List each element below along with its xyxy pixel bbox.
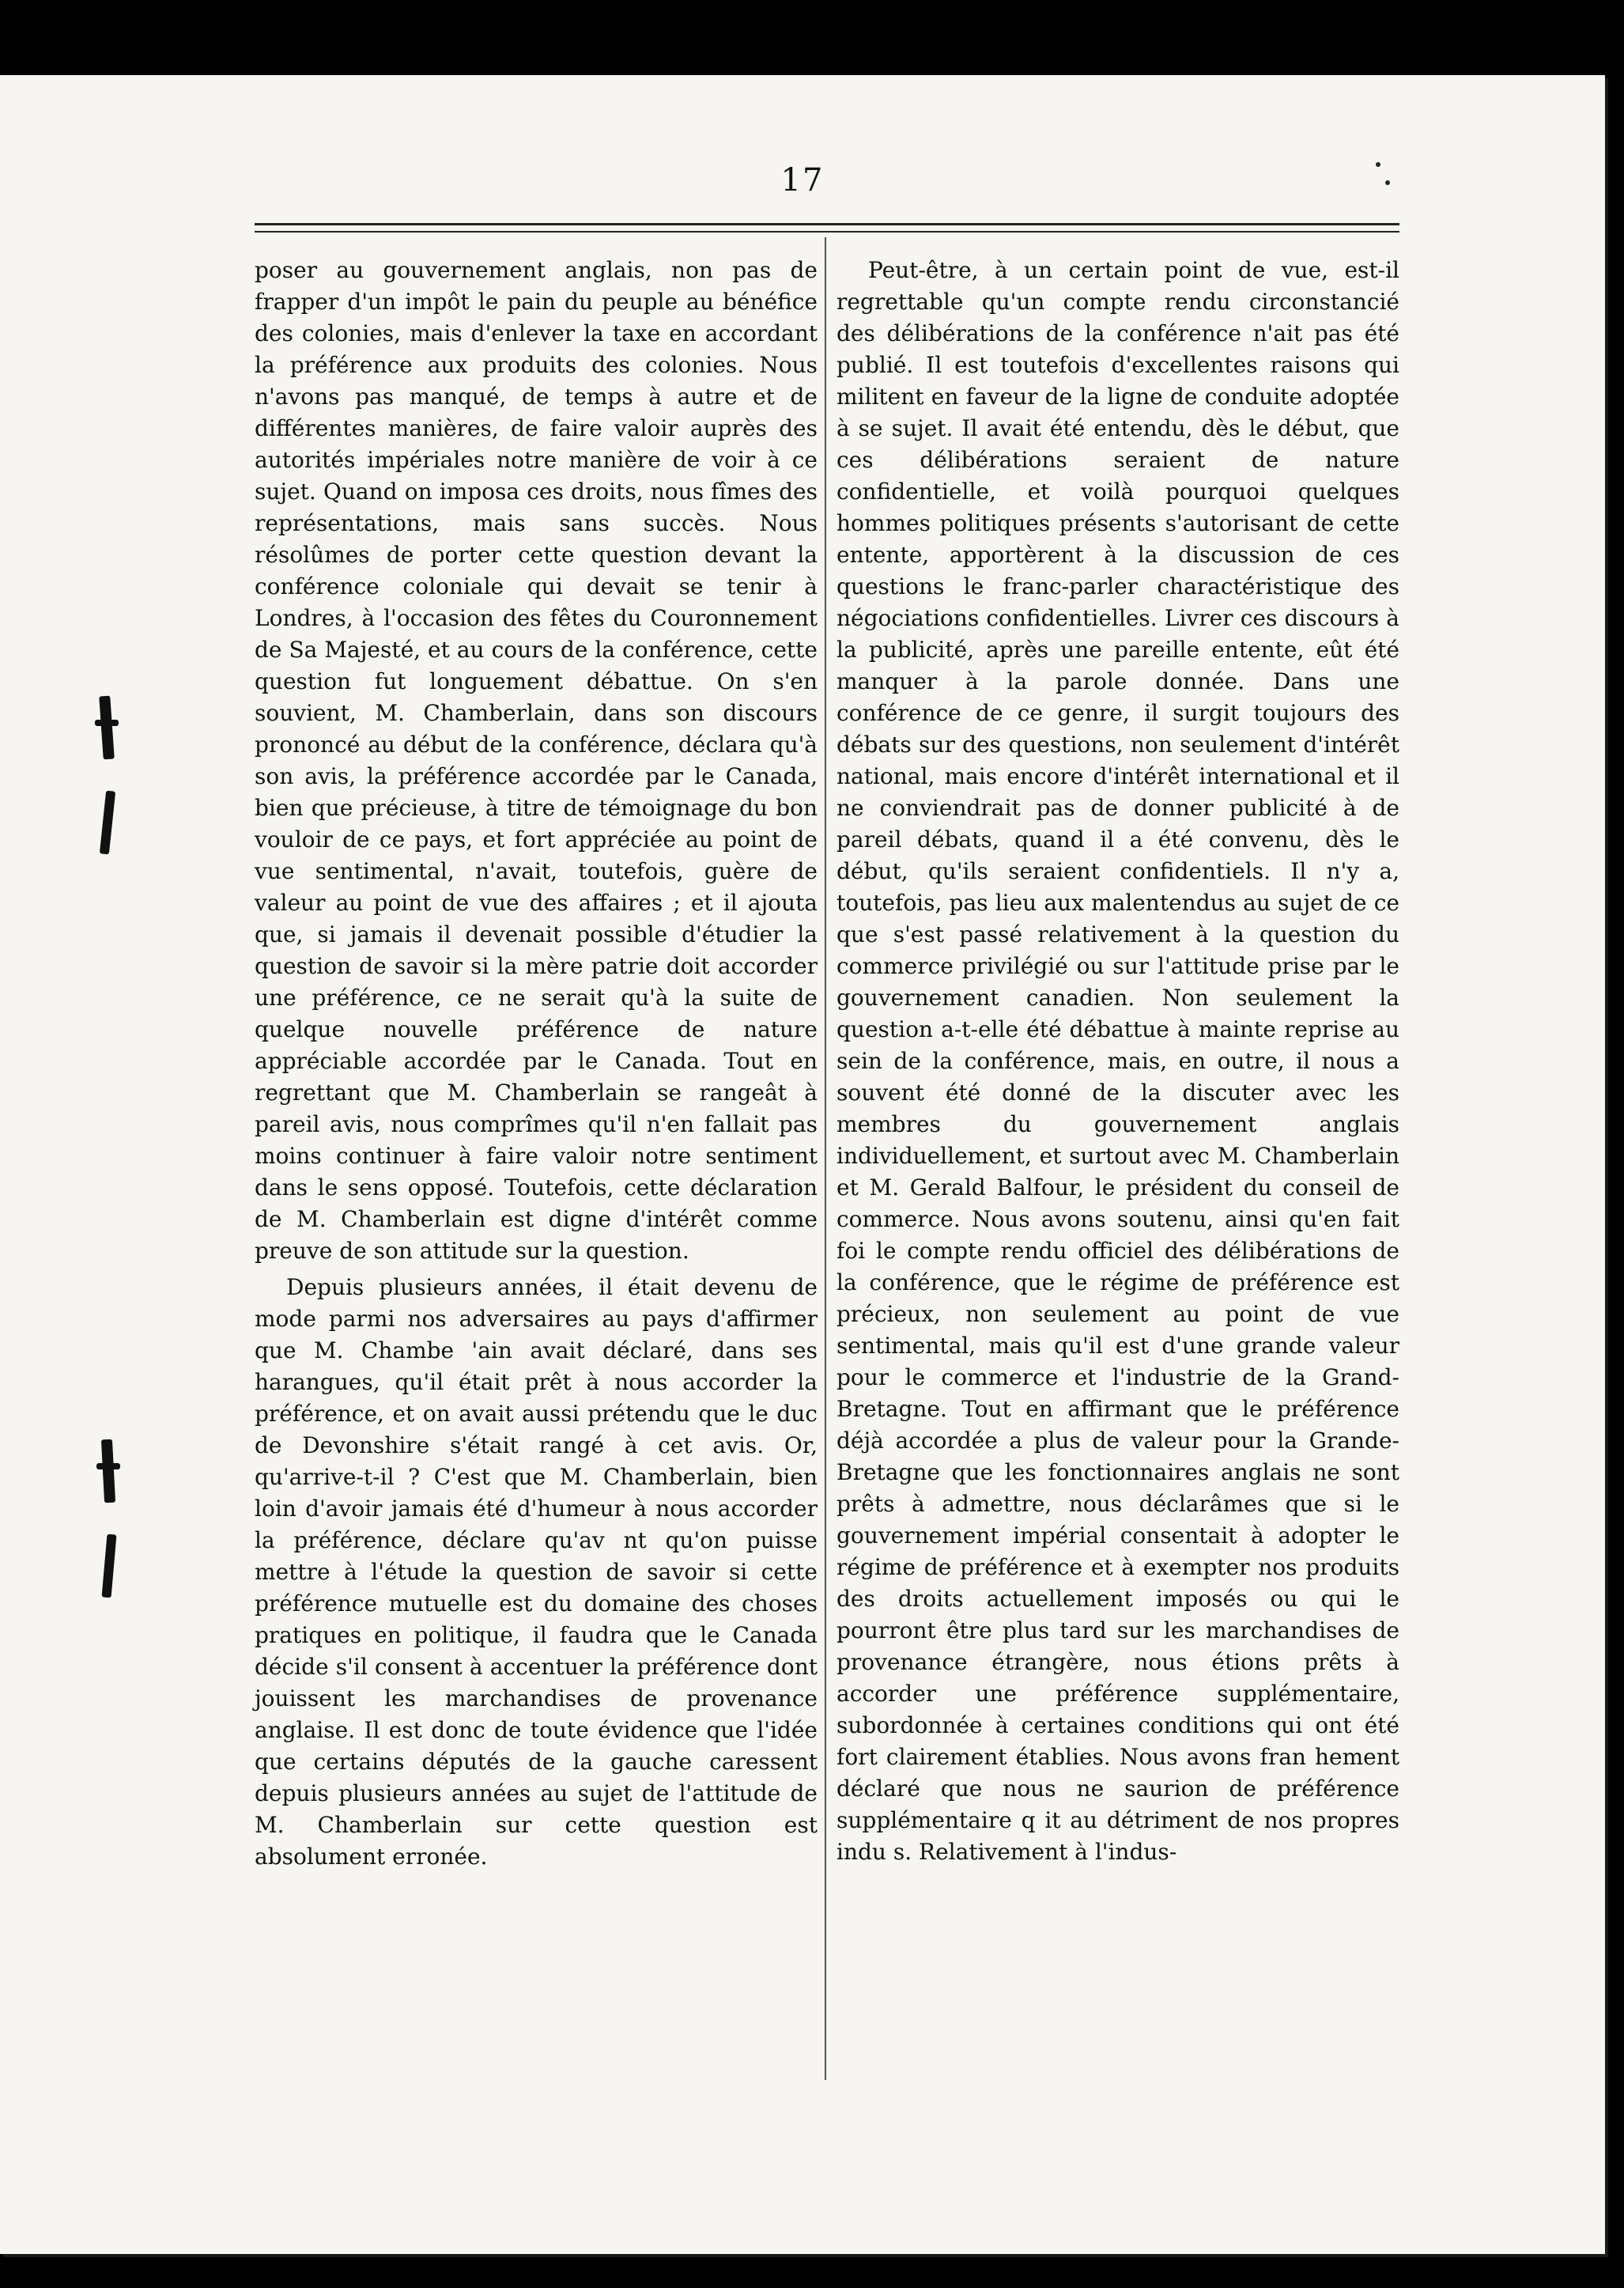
right-column [837, 255, 1399, 1873]
margin-mark-lower-a-bar [96, 1463, 120, 1469]
left-column [255, 255, 818, 1878]
page-number: 17 [780, 162, 825, 199]
right-paragraph-1: Peut-être, à un certain point de vue, est-il regrettable qu'un compte rendu circonstancié des délibérations de la conférence n'ait pas été publié. Il est toutefois d'excellentes raisons qui militent en faveur de la ligne de conduite adoptée à se sujet. Il avait été entendu, dès le début, que ces délibérations seraient de nature confidentielle, et voilà pourquoi quelques hommes politiques présents s'autorisant de cette entente, apportèrent à la discussion de ces questions le franc-parler charactéristique des négociations confidentielles. Livrer ces discours à la publicité, après une pareille entente, eût été manquer à la parole donnée. Dans une conférence de ce genre, il surgit toujours des débats sur des questions, non seulement d'intérêt national, mais encore d'intérêt international et il ne conviendrait pas de donner publicité à de pareil débats, quand il a été convenu, dès le début, qu'ils seraient confidentiels. Il n'y a, toutefois, pas lieu aux malentendus au sujet de ce que s'est passé relativement à la question du commerce privilégié ou sur l'attitude prise par le gouvernement canadien. Non seulement la question a-t-elle été débattue à mainte reprise au sein de la conférence, mais, en outre, il nous a souvent été donné de la discuter avec les membres du gouvernement anglais individuellement, et surtout avec M. Chamberlain et M. Gerald Balfour, le président du conseil de commerce. Nous avons soutenu, ainsi qu'en fait foi le compte rendu officiel des délibérations de la conférence, que le régime de préférence est précieux, non seulement au point de vue sentimental, mais qu'il est d'une grande valeur pour le commerce et l'industrie de la Grand-Bretagne. Tout en affirmant que le préférence déjà accordée a plus de valeur pour la Grande-Bretagne que les fonctionnaires anglais ne sont prêts à admettre, nous déclarâmes que si le gouvernement impérial consentait à adopter le régime de préférence et à exempter nos produits des droits actuellement imposés ou qui le pourront être plus tard sur les marchandises de provenance étrangère, nous étions prêts à accorder une préférence supplémentaire, subordonnée à certaines conditions qui ont été fort clairement établies. Nous avons fran hement déclaré que nous ne saurion de préférence supplémentaire q it au détriment de nos propres indu s. Relativement à l'indus- [837, 257, 1399, 1865]
speck-dot [1376, 162, 1380, 167]
margin-mark-upper-a-bar [95, 720, 119, 726]
header-rule-top [255, 223, 1399, 225]
header-rule-bottom [255, 231, 1399, 233]
speck-dot [1385, 180, 1390, 185]
left-paragraph-1: poser au gouvernement anglais, non pas de frapper d'un impôt le pain du peuple au bénéfice des colonies, mais d'enlever la taxe en accordant la préférence aux produits des colonies. Nous n'avons pas manqué, de temps à autre et de différentes manières, de faire valoir auprès des autorités impériales notre manière de voir à ce sujet. Quand on imposa ces droits, nous fîmes des représentations, mais sans succès. Nous résolûmes de porter cette question devant la conférence coloniale qui devait se tenir à Londres, à l'occasion des fêtes du Couronnement de Sa Majesté, et au cours de la conférence, cette question fut longuement débattue. On s'en souvient, M. Chamberlain, dans son discours prononcé au début de la conférence, déclara qu'à son avis, la préférence accordée par le Canada, bien que précieuse, à titre de témoignage du bon vouloir de ce pays, et fort appréciée au point de vue sentimental, n'avait, toutefois, guère de valeur au point de vue des affaires ; et il ajouta que, si jamais il devenait possible d'étudier la question de savoir si la mère patrie doit accorder une préférence, ce ne serait qu'à la suite de quelque nouvelle préférence de nature appréciable accordée par le Canada. Tout en regrettant que M. Chamberlain se rangeât à pareil avis, nous comprîmes qu'il n'en fallait pas moins continuer à faire valoir notre sentiment dans le sens opposé. Toutefois, cette déclaration de M. Chamberlain est digne d'intérêt comme preuve de son attitude sur la question. [255, 257, 818, 1264]
left-paragraph-2: Depuis plusieurs années, il était devenu de mode parmi nos adversaires au pays d'affirmer que M. Chambe 'ain avait déclaré, dans ses harangues, qu'il était prêt à nous accorder la préférence, et on avait aussi prétendu que le duc de Devonshire s'était rangé à cet avis. Or, qu'arrive-t-il ? C'est que M. Chamberlain, bien loin d'avoir jamais été d'humeur à nous accorder la préférence, déclare qu'av nt qu'on puisse mettre à l'étude la question de savoir si cette préférence mutuelle est du domaine des choses pratiques en politique, il faudra que le Canada décide s'il consent à accentuer la préférence dont jouissent les marchandises de provenance anglaise. Il est donc de toute évidence que l'idée que certains députés de la gauche caressent depuis plusieurs années au sujet de l'attitude de M. Chamberlain sur cette question est absolument erronée. [255, 1274, 818, 1870]
column-divider [825, 237, 826, 2080]
